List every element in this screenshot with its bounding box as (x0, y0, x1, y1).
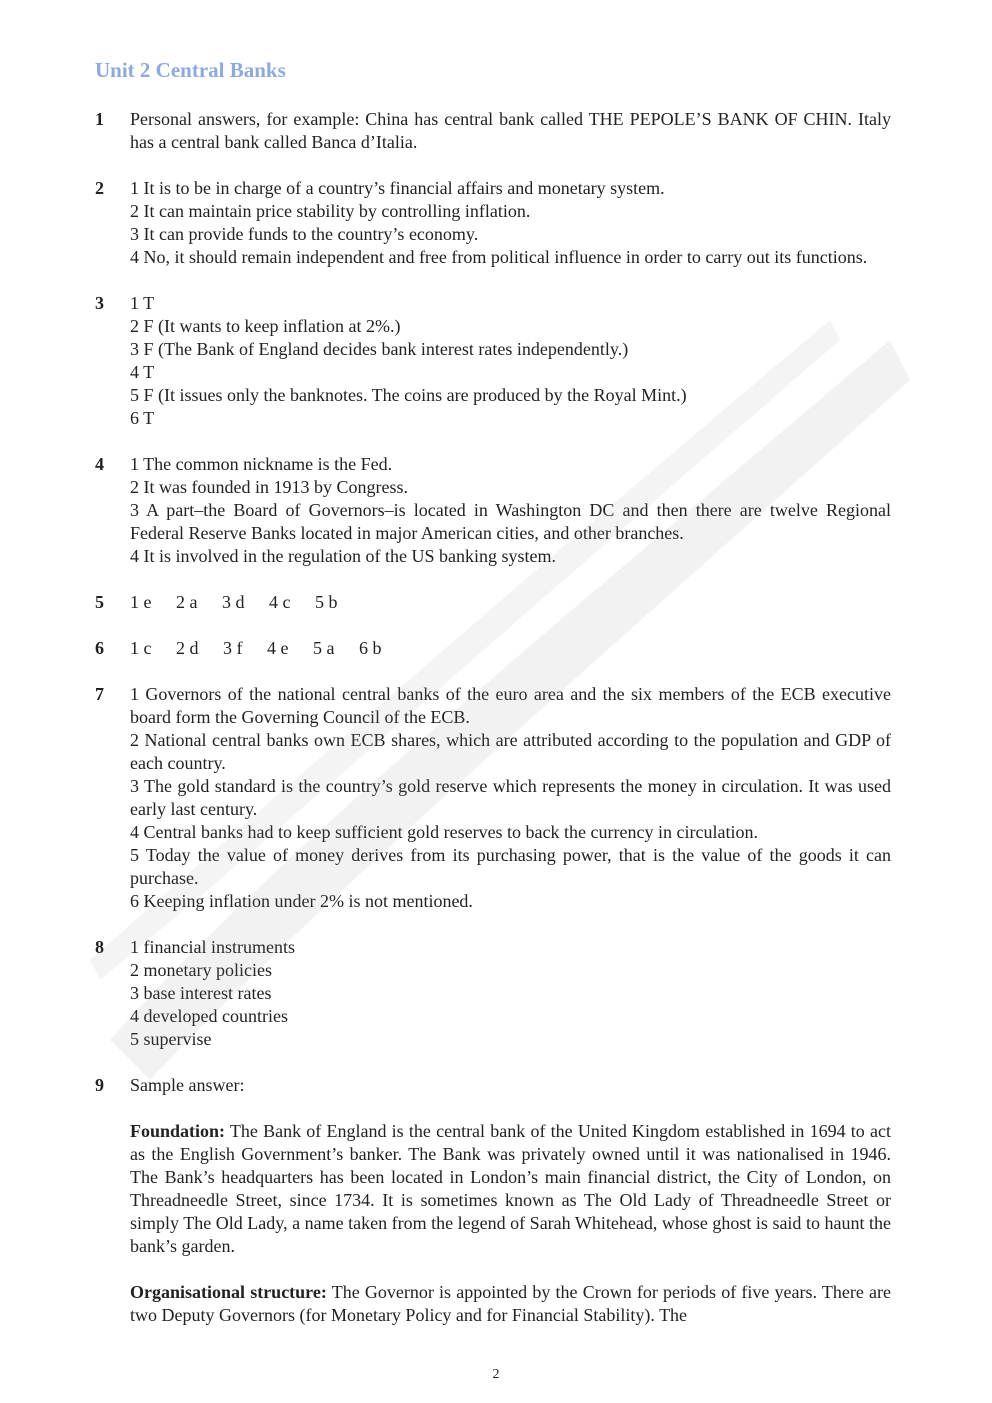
question-8 (95, 936, 891, 1051)
match-pair: 4 e (267, 638, 289, 658)
structure-heading: Organisational structure: (130, 1282, 327, 1302)
question-7 (95, 683, 891, 913)
answer-line: 2 F (It wants to keep inflation at 2%.) (130, 316, 401, 336)
answer-text: Personal answers, for example: China has central bank called THE PEPOLE’S BANK OF CHIN. Italy has a central bank called Banca d’Italia. (130, 109, 891, 152)
answer-line: 2 National central banks own ECB shares, which are attributed according to the population and GDP of each country. (130, 730, 891, 773)
question-3 (95, 292, 891, 430)
match-pair: 5 b (315, 592, 338, 612)
match-pair: 3 f (223, 638, 243, 658)
structure-paragraph (130, 1281, 891, 1327)
page-number: 2 (492, 1367, 500, 1382)
answer-line: 5 Today the value of money derives from its purchasing power, that is the value of the goods it can purchase. (130, 845, 891, 888)
question-number: 7 (95, 684, 104, 704)
answer-line: 6 Keeping inflation under 2% is not mentioned. (130, 891, 473, 911)
answer-line: 4 No, it should remain independent and free from political influence in order to carry out its functions. (130, 247, 868, 267)
page-title: Unit 2 Central Banks (95, 58, 286, 82)
match-pair: 4 c (269, 592, 291, 612)
answer-line: 2 It can maintain price stability by controlling inflation. (130, 201, 531, 221)
answer-line: 1 It is to be in charge of a country’s financial affairs and monetary system. (130, 178, 665, 198)
answer-line: 1 T (130, 293, 155, 313)
answer-line: 1 financial instruments (130, 937, 295, 957)
answer-line: 4 It is involved in the regulation of the US banking system. (130, 546, 556, 566)
structure-text: The Governor is appointed by the Crown for periods of five years. There are two Deputy Governors (for Monetary Policy and for Financial Stability). The (130, 1282, 891, 1325)
question-number: 1 (95, 109, 104, 129)
foundation-text: The Bank of England is the central bank of the United Kingdom established in 1694 to act as the English Government’s banker. The Bank was privately owned until it was nationalised in 1946. The Bank’s headquarters has been located in London’s main financial district, the City of London, on Threadneedle Street, since 1734. It is sometimes known as The Old Lady of Threadneedle Street or simply The Old Lady, a name taken from the legend of Sarah Whitehead, whose ghost is said to haunt the bank’s garden. (130, 1121, 891, 1256)
question-2 (95, 177, 891, 269)
answer-line: 3 F (The Bank of England decides bank interest rates independently.) (130, 339, 629, 359)
sample-answer-label: Sample answer: (130, 1075, 245, 1095)
answer-line: 2 It was founded in 1913 by Congress. (130, 477, 408, 497)
answer-line: 4 Central banks had to keep sufficient gold reserves to back the currency in circulation. (130, 822, 758, 842)
match-pair: 1 e (130, 592, 152, 612)
question-9 (95, 1074, 891, 1327)
question-number: 2 (95, 178, 104, 198)
answer-line: 6 T (130, 408, 155, 428)
question-number: 8 (95, 937, 104, 957)
question-6 (95, 637, 891, 660)
answer-line: 3 It can provide funds to the country’s economy. (130, 224, 479, 244)
answer-line: 1 The common nickname is the Fed. (130, 454, 393, 474)
foundation-paragraph (130, 1120, 891, 1258)
match-pair: 5 a (313, 638, 335, 658)
answer-line: 4 T (130, 362, 155, 382)
answer-line: 1 Governors of the national central banks of the euro area and the six members of the ECB executive board form the Governing Council of the ECB. (130, 684, 891, 727)
answer-line: 3 The gold standard is the country’s gold reserve which represents the money in circulation. It was used early last century. (130, 776, 891, 819)
answer-line: 5 supervise (130, 1029, 212, 1049)
question-1 (95, 108, 891, 154)
answer-line: 2 monetary policies (130, 960, 272, 980)
answer-line: 4 developed countries (130, 1006, 288, 1026)
answer-list (95, 108, 891, 1350)
match-pair: 2 a (176, 592, 198, 612)
answer-line: 3 A part–the Board of Governors–is located in Washington DC and then there are twelve Regional Federal Reserve Banks located in major American cities, and other branches. (130, 500, 891, 543)
foundation-heading: Foundation: (130, 1121, 226, 1141)
question-number: 3 (95, 293, 104, 313)
match-pair: 2 d (176, 638, 199, 658)
match-pair: 1 c (130, 638, 152, 658)
question-number: 4 (95, 454, 104, 474)
question-number: 9 (95, 1075, 104, 1095)
match-pair: 3 d (222, 592, 245, 612)
question-number: 5 (95, 592, 104, 612)
answer-line: 3 base interest rates (130, 983, 272, 1003)
question-number: 6 (95, 638, 104, 658)
question-4 (95, 453, 891, 568)
question-5 (95, 591, 891, 614)
answer-line: 5 F (It issues only the banknotes. The coins are produced by the Royal Mint.) (130, 385, 687, 405)
match-pair: 6 b (359, 638, 382, 658)
